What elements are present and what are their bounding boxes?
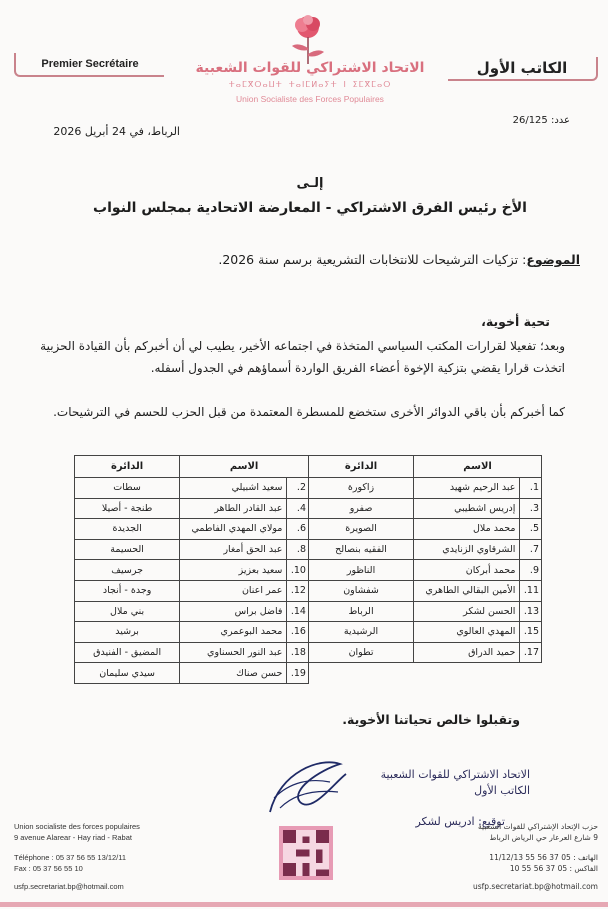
footer-color-band <box>0 902 608 907</box>
footer-fr-email: usfp.secretariat.bp@hotmail.com <box>14 882 124 891</box>
row-number: 15. <box>520 622 542 643</box>
letter-date: الرباط، في 24 أبريل 2026 <box>53 125 180 138</box>
row-number: 8. <box>287 539 309 560</box>
row-number: 5. <box>520 519 542 540</box>
district-name: الجديدة <box>75 519 180 540</box>
district-name: صفرو <box>308 498 413 519</box>
row-number: 16. <box>287 622 309 643</box>
footer-ar-phone: الهاتف : 05 37 56 55 11/12/13 <box>489 853 598 862</box>
closing-line: وتقبلوا خالص تحياتنا الأخوية. <box>342 712 520 727</box>
candidate-name: فاضل براس <box>180 601 287 622</box>
table-header-row <box>75 456 542 478</box>
candidate-name: الشرقاوي الزنايدي <box>414 539 520 560</box>
header-district-2: الدائرة <box>75 456 180 478</box>
footer-fr-fax: Fax : 05 37 56 55 10 <box>14 864 83 873</box>
row-number: 14. <box>287 601 309 622</box>
candidate-name: إدريس اشطيبي <box>414 498 520 519</box>
candidate-name: محمد ملال <box>414 519 520 540</box>
district-name: جرسيف <box>75 560 180 581</box>
stamp-line-2: الكاتب الأول <box>474 784 530 797</box>
header-district-1: الدائرة <box>308 456 413 478</box>
table-row <box>75 601 542 622</box>
candidate-name: مولاي المهدي الفاطمي <box>180 519 287 540</box>
table-row <box>75 539 542 560</box>
row-number: 3. <box>520 498 542 519</box>
row-number: 4. <box>287 498 309 519</box>
row-number: 10. <box>287 560 309 581</box>
subject-key: الموضوع <box>526 252 580 267</box>
footer-ar-fax: الفاكس : 05 37 56 55 10 <box>509 864 598 873</box>
district-name: الرباط <box>308 601 413 622</box>
paragraph-2: كما أخبركم بأن باقي الدوائر الأخرى ستخضع للمسطرة المعتمدة من قبل الحزب للحسم في الترشيحات. <box>53 405 565 419</box>
row-number: 19. <box>287 663 309 684</box>
district-name: الناظور <box>308 560 413 581</box>
row-number: 13. <box>520 601 542 622</box>
candidate-name: المهدي العالوي <box>414 622 520 643</box>
district-name: الرشيدية <box>308 622 413 643</box>
footer-ar-email: usfp.secretariat.bp@hotmail.com <box>472 882 598 891</box>
paragraph-1: وبعد؛ تفعيلا لقرارات المكتب السياسي المتخذة في اجتماعه الأخير، يطيب لي أن أخبركم بأن القيادة الحزبية اتخذت قرارا يقضي بتزكية الإخوة أعضاء الفريق الواردة أسماؤهم في الجدول أسفله. <box>40 339 565 375</box>
label-first-secretary-ar: الكاتب الأول <box>448 57 598 81</box>
district-name: سطات <box>75 478 180 499</box>
subject-text: : تزكيات الترشيحات للانتخابات التشريعية برسم سنة 2026. <box>218 252 527 267</box>
table-row <box>75 498 542 519</box>
district-name: طنجة - أصيلا <box>75 498 180 519</box>
table-row <box>75 478 542 499</box>
district-name: وجدة - أنجاد <box>75 580 180 601</box>
table-row <box>75 560 542 581</box>
org-name-tifinagh: ⵜⴰⵎⴳⵔⴰⵡⵜ ⵜⴰⵏⵎⵍⴰⵢⵜ ⵏ ⵉⵎⴳⵎⴰⵔ <box>228 80 392 89</box>
qr-code-icon <box>279 826 333 880</box>
candidate-name: الأمين البقالي الطاهري <box>414 580 520 601</box>
stamp-line-1: الاتحاد الاشتراكي للقوات الشعبية <box>380 768 530 781</box>
candidate-name <box>414 663 520 684</box>
candidate-name: عبد النور الحسناوي <box>180 642 287 663</box>
candidate-name: عبد الحق أمغار <box>180 539 287 560</box>
footer-ar-address: 9 شارع العرعار حي الرياض الرباط <box>489 833 598 842</box>
row-number: 1. <box>520 478 542 499</box>
row-number: 11. <box>520 580 542 601</box>
recipient-intro: إلـى <box>296 176 324 191</box>
district-name: شفشاون <box>308 580 413 601</box>
candidate-name: محمد أبركان <box>414 560 520 581</box>
org-name-ar: الاتحاد الاشتراكي للقوات الشعبية <box>195 60 425 76</box>
table-row <box>75 663 542 684</box>
district-name: الحسيمة <box>75 539 180 560</box>
header-name-2: الاسم <box>180 456 309 478</box>
district-name: سيدي سليمان <box>75 663 180 684</box>
row-number: 6. <box>287 519 309 540</box>
table-row <box>75 622 542 643</box>
candidate-name: حسن صناك <box>180 663 287 684</box>
signed-by: توقيع: ادريس لشكر <box>415 815 505 828</box>
row-number: 12. <box>287 580 309 601</box>
district-name: زاكورة <box>308 478 413 499</box>
candidates-table <box>74 455 542 684</box>
row-number: 2. <box>287 478 309 499</box>
candidate-name: سعيد اشبيلي <box>180 478 287 499</box>
org-name-fr: Union Socialiste des Forces Populaires <box>236 94 384 104</box>
footer-fr-address: 9 avenue Alarear - Hay riad - Rabat <box>14 833 132 842</box>
stamp-text <box>300 767 530 799</box>
district-name: تطوان <box>308 642 413 663</box>
row-number: 9. <box>520 560 542 581</box>
label-premier-secretaire: Premier Secrétaire <box>14 53 164 77</box>
row-number: 7. <box>520 539 542 560</box>
candidate-name: محمد البوعمري <box>180 622 287 643</box>
table-row <box>75 519 542 540</box>
row-number: 17. <box>520 642 542 663</box>
district-name <box>308 663 413 684</box>
table-row <box>75 642 542 663</box>
district-name: المضيق - الفنيدق <box>75 642 180 663</box>
footer-ar-name: حزب الإتحاد الإشتراكي للقوات الشعبية <box>477 822 598 831</box>
candidate-name: الحسن لشكر <box>414 601 520 622</box>
reference-number: عدد: 26/125 <box>512 115 570 126</box>
row-number: 18. <box>287 642 309 663</box>
footer-fr-name: Union socialiste des forces populaires <box>14 822 140 831</box>
candidate-name: عمر اعنان <box>180 580 287 601</box>
row-number <box>520 663 542 684</box>
district-name: برشيد <box>75 622 180 643</box>
candidate-name: سعيد بعزيز <box>180 560 287 581</box>
candidate-name: عبد القادر الطاهر <box>180 498 287 519</box>
district-name: الفقيه بنصالح <box>308 539 413 560</box>
footer-fr-phone: Téléphone : 05 37 56 55 13/12/11 <box>14 853 127 862</box>
subject-line <box>150 252 580 267</box>
recipient-line: الأخ رئيس الفرق الاشتراكي - المعارضة الاتحادية بمجلس النواب <box>93 200 527 216</box>
candidate-name: حميد الدراق <box>414 642 520 663</box>
candidate-name: عبد الرحيم شهيد <box>414 478 520 499</box>
table-row <box>75 580 542 601</box>
greeting: تحية أخوية، <box>481 314 550 329</box>
district-name: الصويرة <box>308 519 413 540</box>
header-name-1: الاسم <box>414 456 542 478</box>
district-name: بني ملال <box>75 601 180 622</box>
